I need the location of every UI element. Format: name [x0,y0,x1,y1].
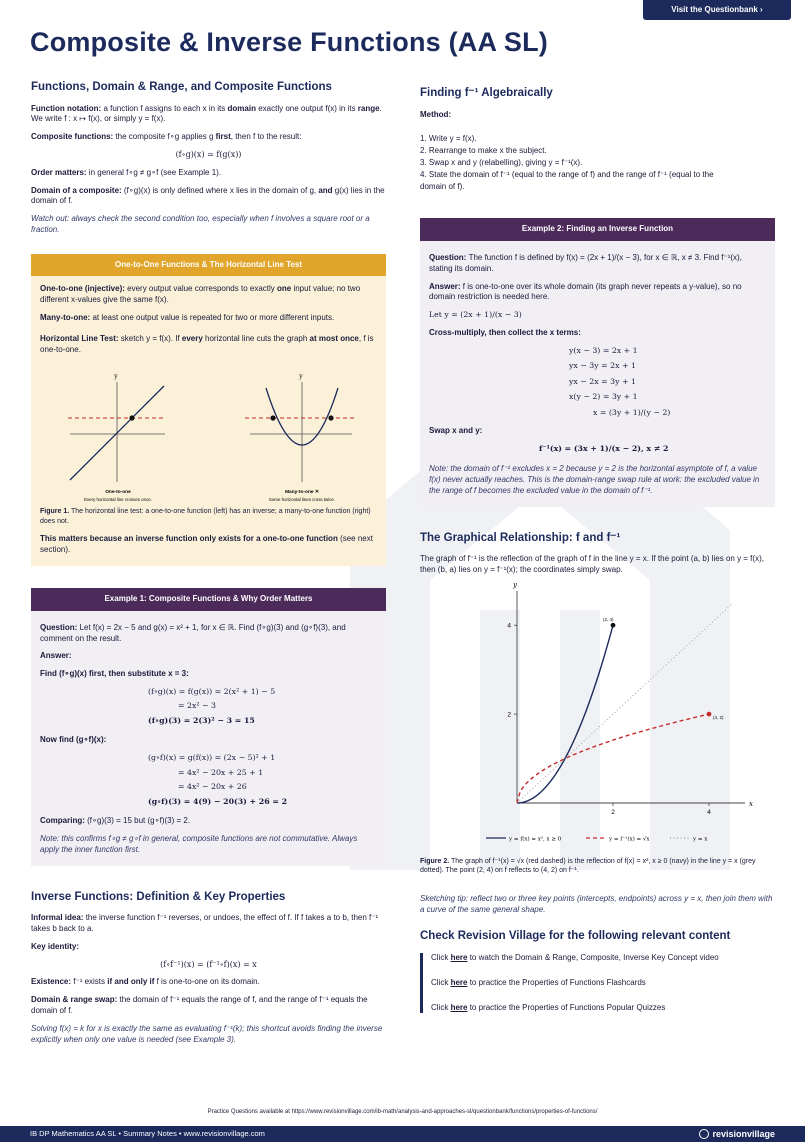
highlight-point [611,623,616,628]
function-notation-text: Function notation: a function f assigns to each x in its domain exactly one output f(x) in its range. We write f : x ↦ f(x), or simply y = f(x). [31,103,382,124]
order-matters-text: Order matters: in general f∘g ≠ g∘f (see Example 1). [31,167,222,177]
example1-find2: Now find (g∘f)(x): [40,735,107,745]
reflection-chart [420,583,775,853]
y-tick-label: 2 [507,711,511,719]
series-line-f [517,625,613,803]
example2-result: f⁻¹(x) = (3x + 1)/(x − 2), x ≠ 2 [539,443,669,453]
example1-steps-2 [40,753,377,807]
example1-steps-1 [40,687,377,727]
point-label: (2, 4) [603,617,614,623]
footer-bar [0,1126,805,1142]
key-identity-label: Key identity: [31,941,80,951]
method-step: 4. State the domain of f⁻¹ (equal to the range of f) and the range of f⁻¹ (equal to the [420,169,714,179]
fig1-right-subtitle: Some horizontal lines cross twice. [268,497,336,503]
example2-question: Question: The function f is defined by f(x) = (2x + 1)/(x − 3), for x ∈ ℝ, x ≠ 3. Find f⁻¹(x), stating its domain. [429,253,742,273]
right-column [420,86,775,1015]
method-step: 2. Rearrange to make x the subject. [420,146,547,156]
example2-box [420,218,775,507]
example1-header: Example 1: Composite Functions & Why Order Matters [31,588,386,611]
link-here-flashcards[interactable]: here [450,977,468,987]
step-line: x(y − 2) = 3y + 1 [569,392,638,402]
series-line-f-inverse [517,714,709,803]
method-step: domain of f). [420,181,465,191]
example2-steps [429,346,766,419]
figure2-caption: Figure 2. The graph of f⁻¹(x) = √x (red dashed) is the reflection of f(x) = x², x ≥ 0 (navy) in the line y = x (grey dotted). The point (2, 4) on f reflects to (4, 2) on f⁻¹. [420,857,756,875]
method-step: 1. Write y = f(x). [420,134,477,144]
visit-questionbank-button[interactable]: Visit the Questionbank › [643,0,791,20]
link-item-quizzes: Click here to practice the Properties of Functions Popular Quizzes [431,1002,666,1012]
one-to-one-definition: One-to-one (injective): every output value corresponds to exactly one input value; no two different x-values give the same f(x). [40,284,361,305]
step-line: y(x − 3) = 2x + 1 [569,345,638,355]
example2-cross-multiply: Cross-multiply, then collect the x terms: [429,327,581,337]
example1-find1: Find (f∘g)(x) first, then substitute x = 3: [40,669,189,679]
composite-domain-text: Domain of a composite: (f∘g)(x) is only defined where x lies in the domain of g, and g(x) lies in the domain of f. [31,185,385,206]
related-links [420,953,775,1013]
x-tick-label: 4 [707,808,711,816]
highlight-point [707,712,712,717]
point-label: (4, 2) [713,715,724,721]
link-item-video: Click here to watch the Domain & Range, Composite, Inverse Key Concept video [431,952,719,962]
sketching-tip-note: Sketching tip: reflect two or three key points (intercepts, endpoints) across y = x, then join them with a curve of the same general shape. [420,893,773,914]
key-identity-equation: (f∘f⁻¹)(x) = (f⁻¹∘f)(x) = x [160,959,257,969]
example2-let: Let y = (2x + 1)/(x − 3) [429,310,522,320]
example2-answer: Answer: f is one-to-one over its whole domain (its graph never repeats a y-value), so no domain restriction is needed here. [429,281,742,302]
fig1-right-y-label: y [299,373,303,381]
fig1-left-subtitle: Every horizontal line crosses once. [84,497,152,503]
figure1-caption: Figure 1. The horizontal line test: a one-to-one function (left) has an inverse; a many-to-one function (right) does not. [40,508,371,525]
page-title: Composite & Inverse Functions (AA SL) [30,27,548,57]
existence-text: Existence: f⁻¹ exists if and only if f is one-to-one on its domain. [31,977,260,987]
fig1-right-intersection-2 [328,416,333,421]
link-here-quizzes[interactable]: here [450,1002,468,1012]
step-line: = 4x² − 20x + 25 + 1 [178,767,264,777]
y-tick-label: 4 [507,622,511,630]
solving-shortcut-note: Solving f(x) = k for x is exactly the same as evaluating f⁻¹(k); this shortcut avoids finding the inverse explicitly when only one value is needed (see Example 3). [31,1023,383,1044]
step-line: (g∘f)(x) = g(f(x)) = (2x − 5)² + 1 [148,753,276,763]
one-to-one-box-header: One-to-One Functions & The Horizontal Line Test [31,254,386,277]
section-heading-inverse: Inverse Functions: Definition & Key Properties [31,890,286,903]
informal-idea-text: Informal idea: the inverse function f⁻¹ reverses, or undoes, the effect of f. If f takes a to b, then f⁻¹ takes b back to a. [31,913,379,934]
fig1-left-intersection [129,416,134,421]
link-item-flashcards: Click here to practice the Properties of Functions Flashcards [431,977,646,987]
revision-village-logo-icon [699,1129,709,1139]
step-line: (f∘g)(x) = f(g(x)) = 2(x² + 1) − 5 [148,686,276,696]
footer-brand[interactable]: revisionvillage [699,1128,775,1140]
fig1-right-title: Many-to-one ✕ [285,490,319,496]
method-step: 3. Swap x and y (relabelling), giving y = f⁻¹(x). [420,157,583,167]
fig1-left-title: One-to-one [105,490,131,496]
link-here-video[interactable]: here [450,952,468,962]
step-line: yx − 3y = 2x + 1 [569,361,636,371]
method-label: Method: [420,109,452,119]
one-to-one-box [31,254,386,566]
horizontal-line-test-text: Horizontal Line Test: sketch y = f(x). If every horizontal line cuts the graph at most once, f is one-to-one. [40,333,374,354]
step-line-result: (g∘f)(3) = 4(9) − 20(3) + 26 = 2 [148,796,288,806]
example1-box [31,588,386,866]
left-column [31,80,386,1052]
fig1-left-y-label: y [114,373,118,381]
watch-out-note: Watch out: always check the second condition too, especially when f involves a square root or a fraction. [31,214,370,234]
horizontal-line-test-figure [40,362,377,504]
legend-label: y = x [693,836,708,843]
section-heading-functions: Functions, Domain & Range, and Composite Functions [31,81,332,93]
example1-note: Note: this confirms f∘g ≠ g∘f in general, composite functions are not commutative. Always apply the inner function first. [40,834,358,854]
footer-left-text: IB DP Mathematics AA SL • Summary Notes • www.revisionvillage.com [30,1128,265,1138]
example2-note: Note: the domain of f⁻¹ excludes x = 2 because y = 2 is the horizontal asymptote of f, a value f(x) never actually reaches. This is the domain-range swap rule at work: the excluded value in the range of f becomes the excluded value in the domain of f⁻¹. [429,464,760,496]
y-axis-label: y [513,582,517,589]
domain-range-swap-text: Domain & range swap: the domain of f⁻¹ equals the range of f, and the range of f⁻¹ equals the domain of f. [31,995,368,1016]
x-axis-label: x [749,799,753,808]
section-heading-graphical: The Graphical Relationship: f and f⁻¹ [420,531,621,544]
example2-header: Example 2: Finding an Inverse Function [420,218,775,241]
many-to-one-definition: Many-to-one: at least one output value is repeated for two or more different inputs. [40,313,335,323]
fig1-right-intersection-1 [270,416,275,421]
example1-question: Question: Let f(x) = 2x − 5 and g(x) = x² + 1, for x ∈ ℝ. Find (f∘g)(3) and (g∘f)(3), and comment on the result. [40,622,346,643]
section-heading-revision-village: Check Revision Village for the following relevant content [420,930,731,943]
example1-answer-label: Answer: [40,651,72,661]
step-line: x = (3y + 1)/(y − 2) [593,407,671,417]
section-heading-finding-inverse: Finding f⁻¹ Algebraically [420,87,553,99]
series-line-y-equals-x [517,603,733,803]
composite-definition-equation: (f∘g)(x) = f(g(x)) [175,149,242,159]
x-tick-label: 2 [611,808,615,816]
step-line: = 2x² − 3 [178,701,216,711]
legend-label: y = f(x) = x², x ≥ 0 [509,836,562,843]
step-line: yx − 2x = 3y + 1 [569,376,636,386]
step-line-result: (f∘g)(3) = 2(3)² − 3 = 15 [148,715,255,725]
method-steps [420,134,775,192]
example1-comparing: Comparing: (f∘g)(3) = 15 but (g∘f)(3) = 2. [40,816,191,826]
example2-swap: Swap x and y: [429,426,483,436]
inverse-exists-note: This matters because an inverse function only exists for a one-to-one function (see next section). [40,534,373,555]
practice-questions-link[interactable]: Practice Questions available at https://www.revisionvillage.com/ib-math/analysis-and-approaches-sl/questionbank/functions/properties-of-functions/ [207,1109,598,1115]
step-line: = 4x² − 20x + 26 [178,782,247,792]
composite-functions-text: Composite functions: the composite f∘g applies g first, then f to the result: [31,132,302,142]
legend-label: y = f⁻¹(x) = √x [609,836,650,843]
graphical-relationship-text: The graph of f⁻¹ is the reflection of the graph of f in the line y = x. If the point (a, b) lies on y = f(x), then (b, a) lies on y = f⁻¹(x); the coordinates simply swap. [420,554,764,575]
